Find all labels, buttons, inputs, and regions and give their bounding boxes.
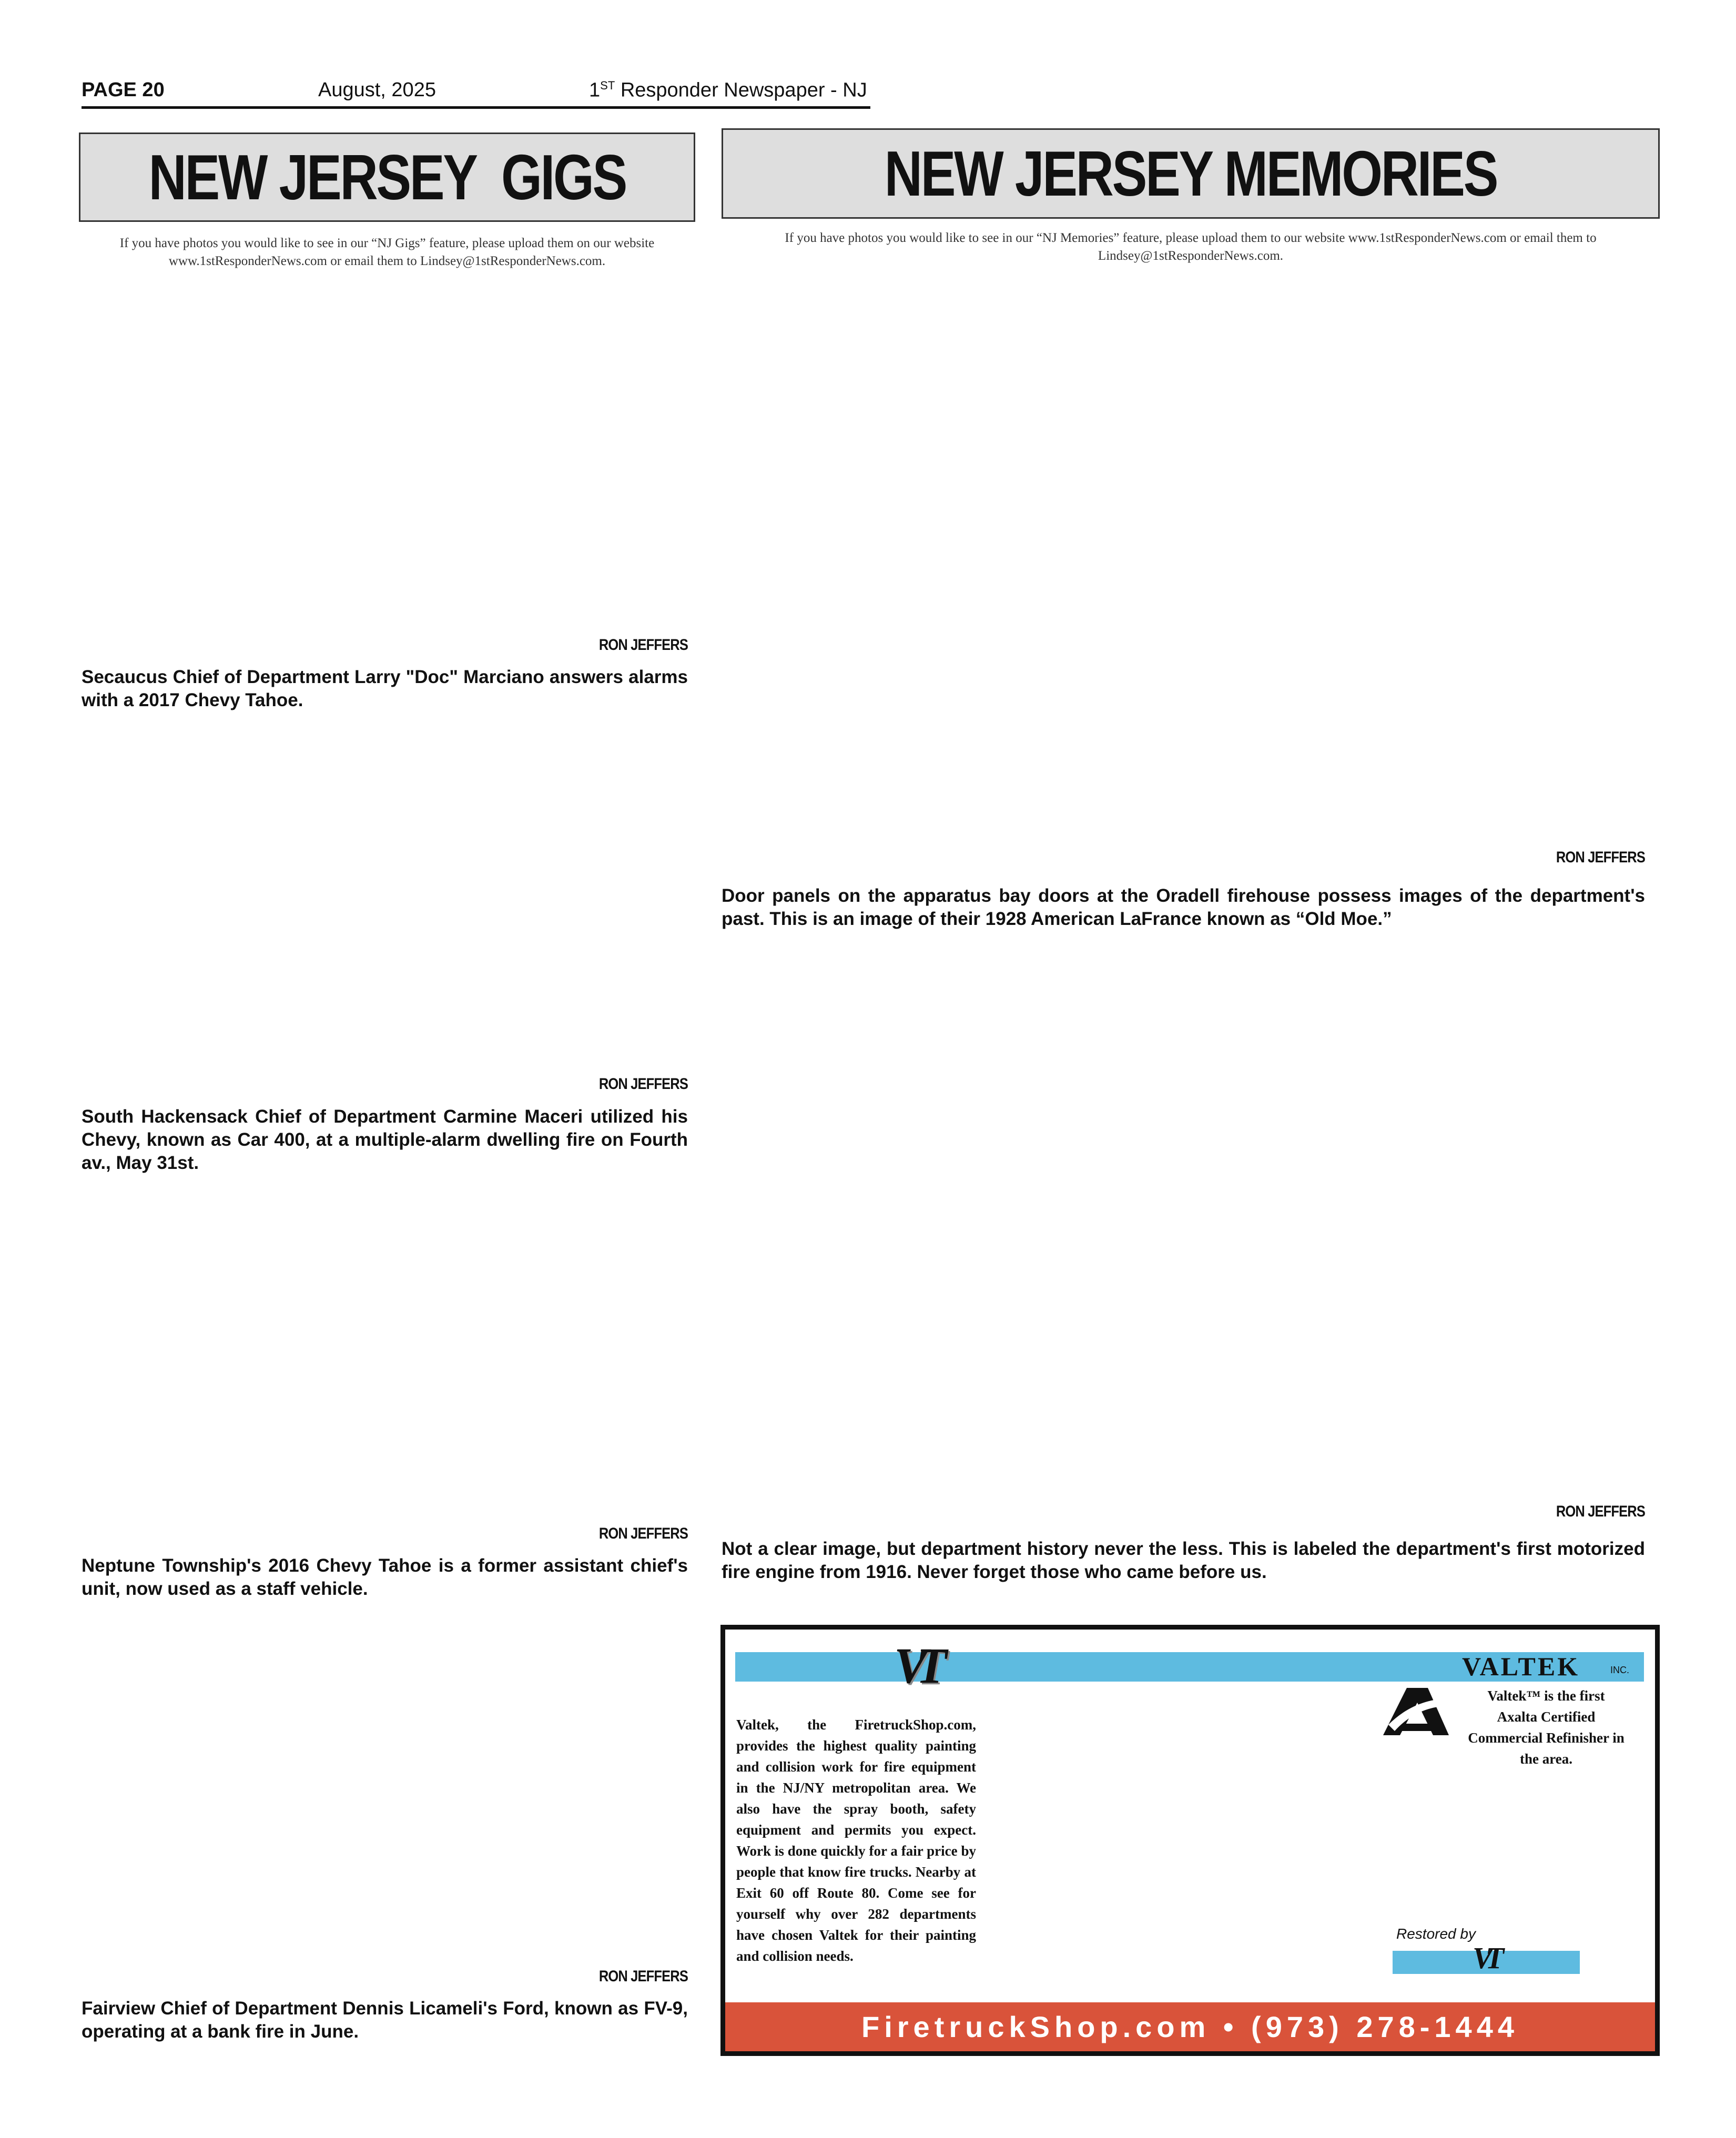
gigs-photo-1 — [79, 284, 695, 626]
gigs-title: NEW JERSEY GIGS — [148, 141, 626, 213]
gigs-photo-3 — [79, 1188, 695, 1514]
gigs-credit-2: RON JEFFERS — [598, 1075, 688, 1093]
axalta-logo-icon — [1378, 1683, 1457, 1740]
memories-banner — [722, 128, 1660, 219]
memories-credit-1: RON JEFFERS — [1556, 849, 1645, 866]
memories-photo-1 — [722, 279, 1660, 847]
gigs-caption-2: South Hackensack Chief of Department Carmine Maceri utilized his Chevy, known as Car 400, at a multiple-alarm dwelling fire on Fourth av., May 31st. — [82, 1106, 688, 1173]
issue-date: August, 2025 — [318, 79, 436, 101]
paper-name-prefix: 1 — [589, 79, 601, 101]
gigs-caption-3: Neptune Township's 2016 Chevy Tahoe is a former assistant chief's unit, now used as a staff vehicle. — [82, 1555, 688, 1599]
paper-name-sup: ST — [600, 79, 615, 92]
gigs-photo-4 — [79, 1620, 695, 1956]
memories-caption-1: Door panels on the apparatus bay doors at the Oradell firehouse possess images of the department's past. This is an image of their 1928 American LaFrance known as “Old Moe.” — [722, 885, 1645, 929]
paper-name — [589, 79, 867, 102]
ad-footer-bar[interactable] — [725, 2002, 1655, 2051]
vt-logo-icon: VT — [894, 1637, 936, 1694]
header-rule — [82, 106, 870, 109]
gigs-credit-1: RON JEFFERS — [598, 636, 688, 654]
gigs-caption-1: Secaucus Chief of Department Larry "Doc" Marciano answers alarms with a 2017 Chevy Tahoe. — [82, 667, 688, 710]
memories-photo-2 — [722, 952, 1660, 1493]
gigs-photo-2 — [79, 726, 695, 1062]
vt-small-logo-icon: VT — [1473, 1941, 1497, 1975]
paper-name-suffix: Responder Newspaper - NJ — [615, 79, 867, 101]
gigs-banner — [79, 133, 695, 222]
page-number: PAGE 20 — [82, 79, 165, 101]
axalta-text: Valtek™ is the first Axalta Certified Commercial Refinisher in the area. — [1468, 1688, 1625, 1767]
gigs-caption-4: Fairview Chief of Department Dennis Licameli's Ford, known as FV-9, operating at a bank fire in June. — [82, 1998, 688, 2042]
gigs-credit-4: RON JEFFERS — [598, 1968, 688, 1985]
gigs-intro: If you have photos you would like to see in our “NJ Gigs” feature, please upload them on our website www.1stResponderNews.com or email them to Lindsey@1stResponderNews.com. — [119, 236, 655, 268]
memories-credit-2: RON JEFFERS — [1556, 1503, 1645, 1520]
ad-body-text: Valtek, the FiretruckShop.com, provides the highest quality painting and collision work for fire equipment in the NJ/NY metropolitan area. We also have the spray booth, safety equipment and permits you expect. Work is done quickly for a fair price by people that know fire trucks. Nearby at Exit 60 off Route 80. Come see for yourself why over 282 departments have chosen Valtek for their painting and collision needs. — [736, 1717, 976, 1964]
memories-intro: If you have photos you would like to see in our “NJ Memories” feature, please upload them to our website www.1stResponderNews.com or email them to Lindsey@1stResponderNews.com. — [785, 231, 1597, 263]
restored-by-label: Restored by — [1396, 1926, 1476, 1942]
ad-footer-text[interactable]: FiretruckShop.com • (973) 278-1444 — [861, 2010, 1519, 2043]
memories-title: NEW JERSEY MEMORIES — [884, 138, 1497, 209]
memories-caption-2: Not a clear image, but department history never the less. This is labeled the department's first motorized fire engine from 1916. Never forget those who came before us. — [722, 1539, 1645, 1582]
valtek-brand: VALTEK — [1462, 1652, 1580, 1681]
valtek-brand-suffix: INC. — [1610, 1665, 1629, 1675]
gigs-credit-3: RON JEFFERS — [598, 1525, 688, 1542]
